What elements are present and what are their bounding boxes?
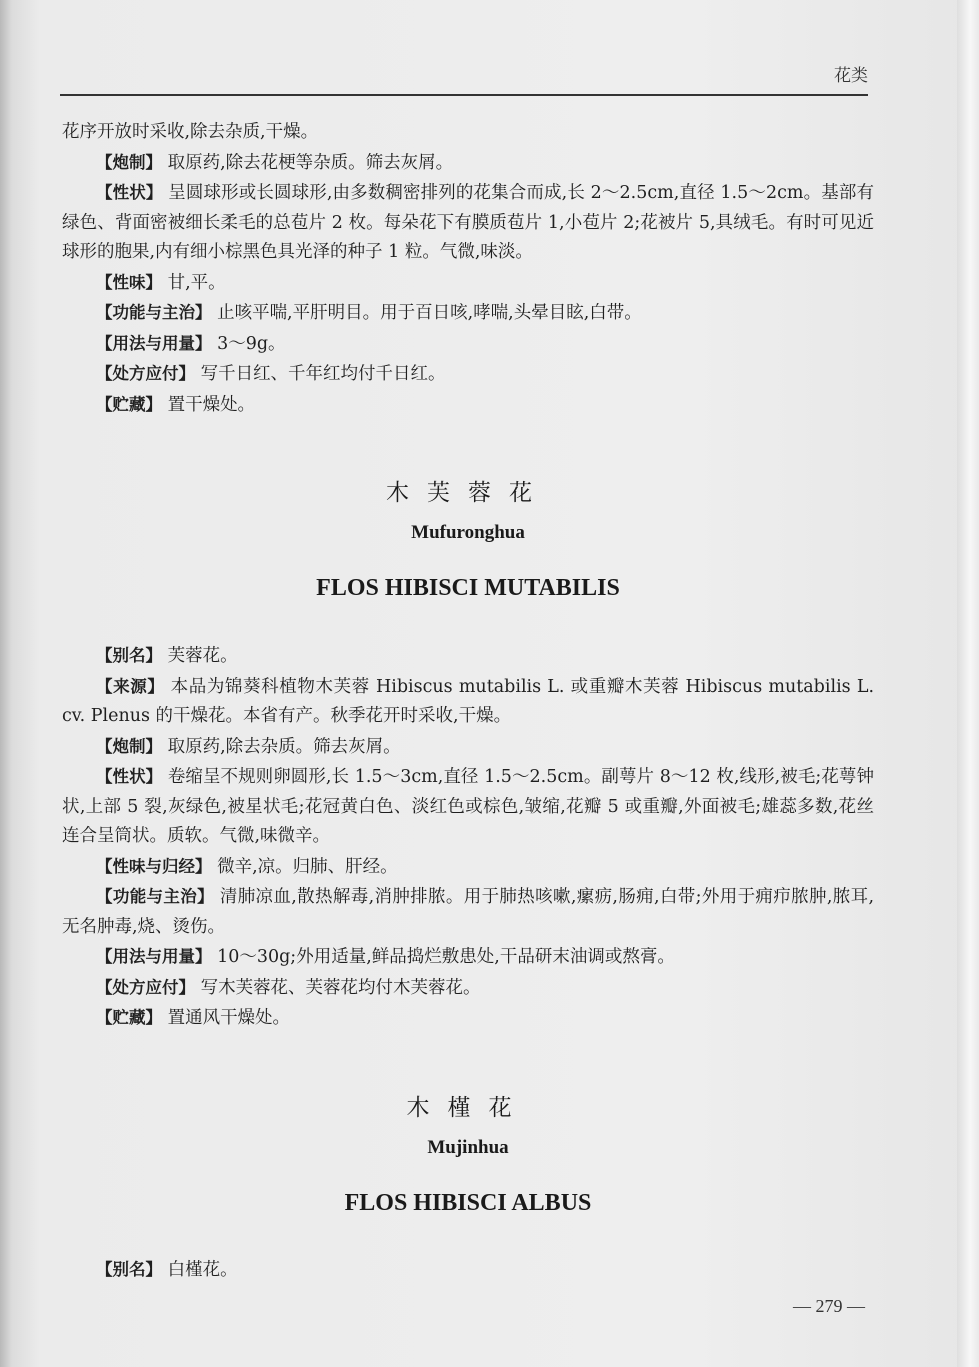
- paragraph: [62, 762, 874, 852]
- section2-body: [62, 641, 874, 1034]
- field-text: 花序开放时采收,除去杂质,干燥。: [62, 122, 319, 142]
- field-text: 取原药,除去杂质。筛去灰屑。: [162, 736, 401, 757]
- section3-latin: FLOS HIBISCI ALBUS: [344, 1190, 592, 1216]
- header-category: 花类: [834, 66, 868, 86]
- paragraph: [62, 148, 874, 179]
- field-text: 本品为锦葵科植物木芙蓉 Hibiscus mutabilis L. 或重瓣木芙蓉 Hibiscus mutabilis L. cv. Plenus 的干燥花。本省有产。秋季花开时采收,干燥。: [62, 676, 875, 726]
- field-text: 呈圆球形或长圆球形,由多数稠密排列的花集合而成,长 2～2.5cm,直径 1.5～2cm。基部有绿色、背面密被细长柔毛的总苞片 2 枚。每朵花下有膜质苞片 1,小苞片 2;花被片 5,具绒毛。有时可见近球形的胞果,内有细小棕黑色具光泽的种子 1 粒。气微,味淡。: [62, 183, 874, 262]
- field-text: 写木芙蓉花、芙蓉花均付木芙蓉花。: [195, 977, 481, 998]
- section1-body: [62, 118, 874, 420]
- field-tag: 【用法与用量】: [96, 333, 212, 353]
- field-tag: 【别名】: [96, 1260, 162, 1279]
- field-text: 甘,平。: [162, 272, 226, 293]
- section3-body: [62, 1255, 874, 1286]
- field-tag: 【用法与用量】: [96, 947, 212, 966]
- field-text: 卷缩呈不规则卵圆形,长 1.5～3cm,直径 1.5～2.5cm。副萼片 8～12 枚,线形,被毛;花萼钟状,上部 5 裂,灰绿色,被星状毛;花冠黄白色、淡红色或棕色,皱缩,花瓣 5 或重瓣,外面被毛;雄蕊多数,花丝连合呈筒状。质软。气微,味微辛。: [62, 767, 874, 846]
- paragraph: [62, 732, 874, 763]
- section3-pinyin: Mujinhua: [427, 1137, 509, 1158]
- page-number: — 279 —: [793, 1296, 865, 1316]
- field-text: 写千日红、千年红均付千日红。: [195, 364, 446, 384]
- paragraph: [62, 882, 874, 942]
- section2-latin: FLOS HIBISCI MUTABILIS: [316, 575, 620, 601]
- paragraph: [62, 118, 874, 148]
- field-tag: 【性状】: [96, 183, 163, 202]
- field-tag: 【贮藏】: [96, 1008, 162, 1027]
- paragraph: [62, 641, 874, 672]
- paragraph: [62, 852, 874, 883]
- field-tag: 【处方应付】: [96, 364, 195, 383]
- section2-pinyin: Mufuronghua: [411, 522, 525, 543]
- field-tag: 【性状】: [96, 767, 163, 786]
- section2-title-cn: 木芙蓉花: [386, 480, 550, 506]
- field-tag: 【处方应付】: [96, 977, 195, 997]
- field-text: 置通风干燥处。: [162, 1008, 291, 1028]
- paragraph: [62, 268, 874, 299]
- field-text: 白槿花。: [162, 1260, 238, 1280]
- field-tag: 【功能与主治】: [96, 887, 214, 906]
- paragraph: [62, 298, 874, 329]
- paragraph: [62, 973, 874, 1004]
- field-text: 取原药,除去花梗等杂质。筛去灰屑。: [162, 152, 454, 173]
- page-edge: [957, 0, 979, 1367]
- paragraph: [62, 1003, 874, 1034]
- paragraph: [62, 672, 874, 732]
- field-text: 10～30g;外用适量,鲜品捣烂敷患处,干品研末油调或熬膏。: [211, 947, 675, 967]
- field-tag: 【功能与主治】: [96, 303, 212, 322]
- field-tag: 【贮藏】: [96, 394, 162, 414]
- paragraph: [62, 359, 874, 390]
- paragraph: [62, 390, 874, 421]
- paragraph: [62, 942, 874, 973]
- section3-title-cn: 木槿花: [406, 1095, 530, 1121]
- field-tag: 【别名】: [96, 646, 162, 665]
- field-tag: 【来源】: [96, 676, 165, 696]
- field-text: 芙蓉花。: [162, 646, 238, 666]
- paragraph: [62, 178, 874, 268]
- field-text: 清肺凉血,散热解毒,消肿排脓。用于肺热咳嗽,瘰疬,肠痈,白带;外用于痈疖脓肿,脓耳,无名肿毒,烧、烫伤。: [62, 887, 875, 937]
- field-tag: 【性味】: [96, 272, 162, 292]
- field-tag: 【炮制】: [96, 736, 162, 756]
- paragraph: [62, 1255, 874, 1286]
- field-tag: 【性味与归经】: [96, 856, 212, 876]
- field-text: 微辛,凉。归肺、肝经。: [211, 856, 398, 877]
- paragraph: [62, 329, 874, 360]
- running-header: [60, 58, 868, 96]
- field-text: 止咳平喘,平肝明目。用于百日咳,哮喘,头晕目眩,白带。: [211, 303, 642, 323]
- field-text: 置干燥处。: [162, 394, 256, 415]
- field-tag: 【炮制】: [96, 152, 162, 172]
- field-text: 3～9g。: [211, 333, 286, 354]
